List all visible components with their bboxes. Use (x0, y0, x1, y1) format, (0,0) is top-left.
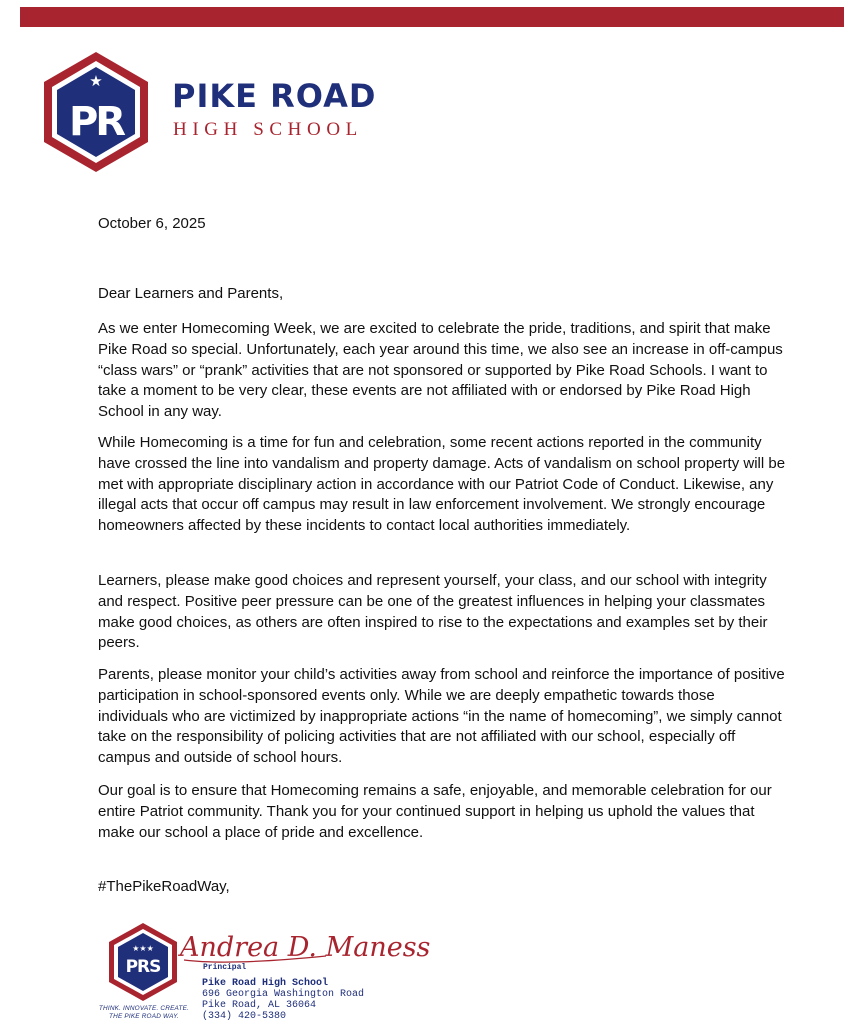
logo-monogram: PR (68, 99, 124, 145)
motto-line-2: THE PIKE ROAD WAY. (109, 1013, 179, 1020)
letter-closing: #ThePikeRoadWay, (98, 878, 230, 895)
address-street: 696 Georgia Washington Road (202, 989, 365, 1000)
school-motto (92, 1005, 196, 1021)
svg-text:Andrea D. Maness: Andrea D. Maness (180, 932, 431, 963)
letter-paragraph-1: As we enter Homecoming Week, we are excited to celebrate the pride, traditions, and spirit that make Pike Road so special. Unfortunately, each year around this time, we also see an increase in off-campus “class wars” or “prank” activities that are not sponsored or supported by Pike Road Schools. I want to take a moment to be very clear, these events are not affiliated with or endorsed by Pike Road High School in any way. (98, 320, 783, 421)
school-name: PIKE ROAD (172, 77, 377, 115)
seal-stars-icon: ★★★ (132, 944, 154, 953)
school-subtitle: HIGH SCHOOL (173, 119, 363, 140)
letter-date: October 6, 2025 (98, 215, 206, 232)
address-phone: (334) 420-5380 (202, 1011, 287, 1022)
letter-paragraph-5: Our goal is to ensure that Homecoming remains a safe, enjoyable, and memorable celebration for our entire Patriot community. Thank you for your continued support in helping us uphold the values that make our school a place of pride and excellence. (98, 782, 772, 841)
letter-paragraph-2: While Homecoming is a time for fun and celebration, some recent actions reported in the community have crossed the line into vandalism and property damage. Acts of vandalism on school property will be met with appropriate disciplinary action in accordance with our Patriot Code of Conduct. Likewise, any illegal acts that occur off campus may result in law enforcement involvement. We strongly encourage homeowners affected by these incidents to contact local authorities immediately. (98, 434, 786, 535)
logo-star-icon: ★ (89, 72, 103, 90)
header-bar (20, 7, 844, 27)
letter-paragraph-3: Learners, please make good choices and represent yourself, your class, and our school with integrity and respect. Positive peer pressure can be one of the greatest influences in helping your classmates make good choices, as others are often inspired to rise to the expectations and examples set by their peers. (98, 572, 768, 652)
pike-road-logo (40, 50, 152, 174)
motto-line-1: THINK. INNOVATE. CREATE. (98, 1005, 190, 1012)
seal-monogram: PRS (125, 957, 161, 977)
letter-paragraph-4: Parents, please monitor your child’s activities away from school and reinforce the importance of positive participation in school-sponsored events only. While we are deeply empathetic towards those individuals who are victimized by inappropriate actions “in the name of homecoming”, we simply cannot take on the responsibility of policing activities that are not affiliated with our school, especially off campus and outside of school hours. (98, 666, 785, 767)
prs-seal-logo (107, 922, 179, 1002)
address-city: Pike Road, AL 36064 (202, 1000, 317, 1011)
address-school-name: Pike Road High School (202, 978, 329, 989)
principal-title: Principal (203, 963, 247, 972)
letter-salutation: Dear Learners and Parents, (98, 285, 284, 302)
